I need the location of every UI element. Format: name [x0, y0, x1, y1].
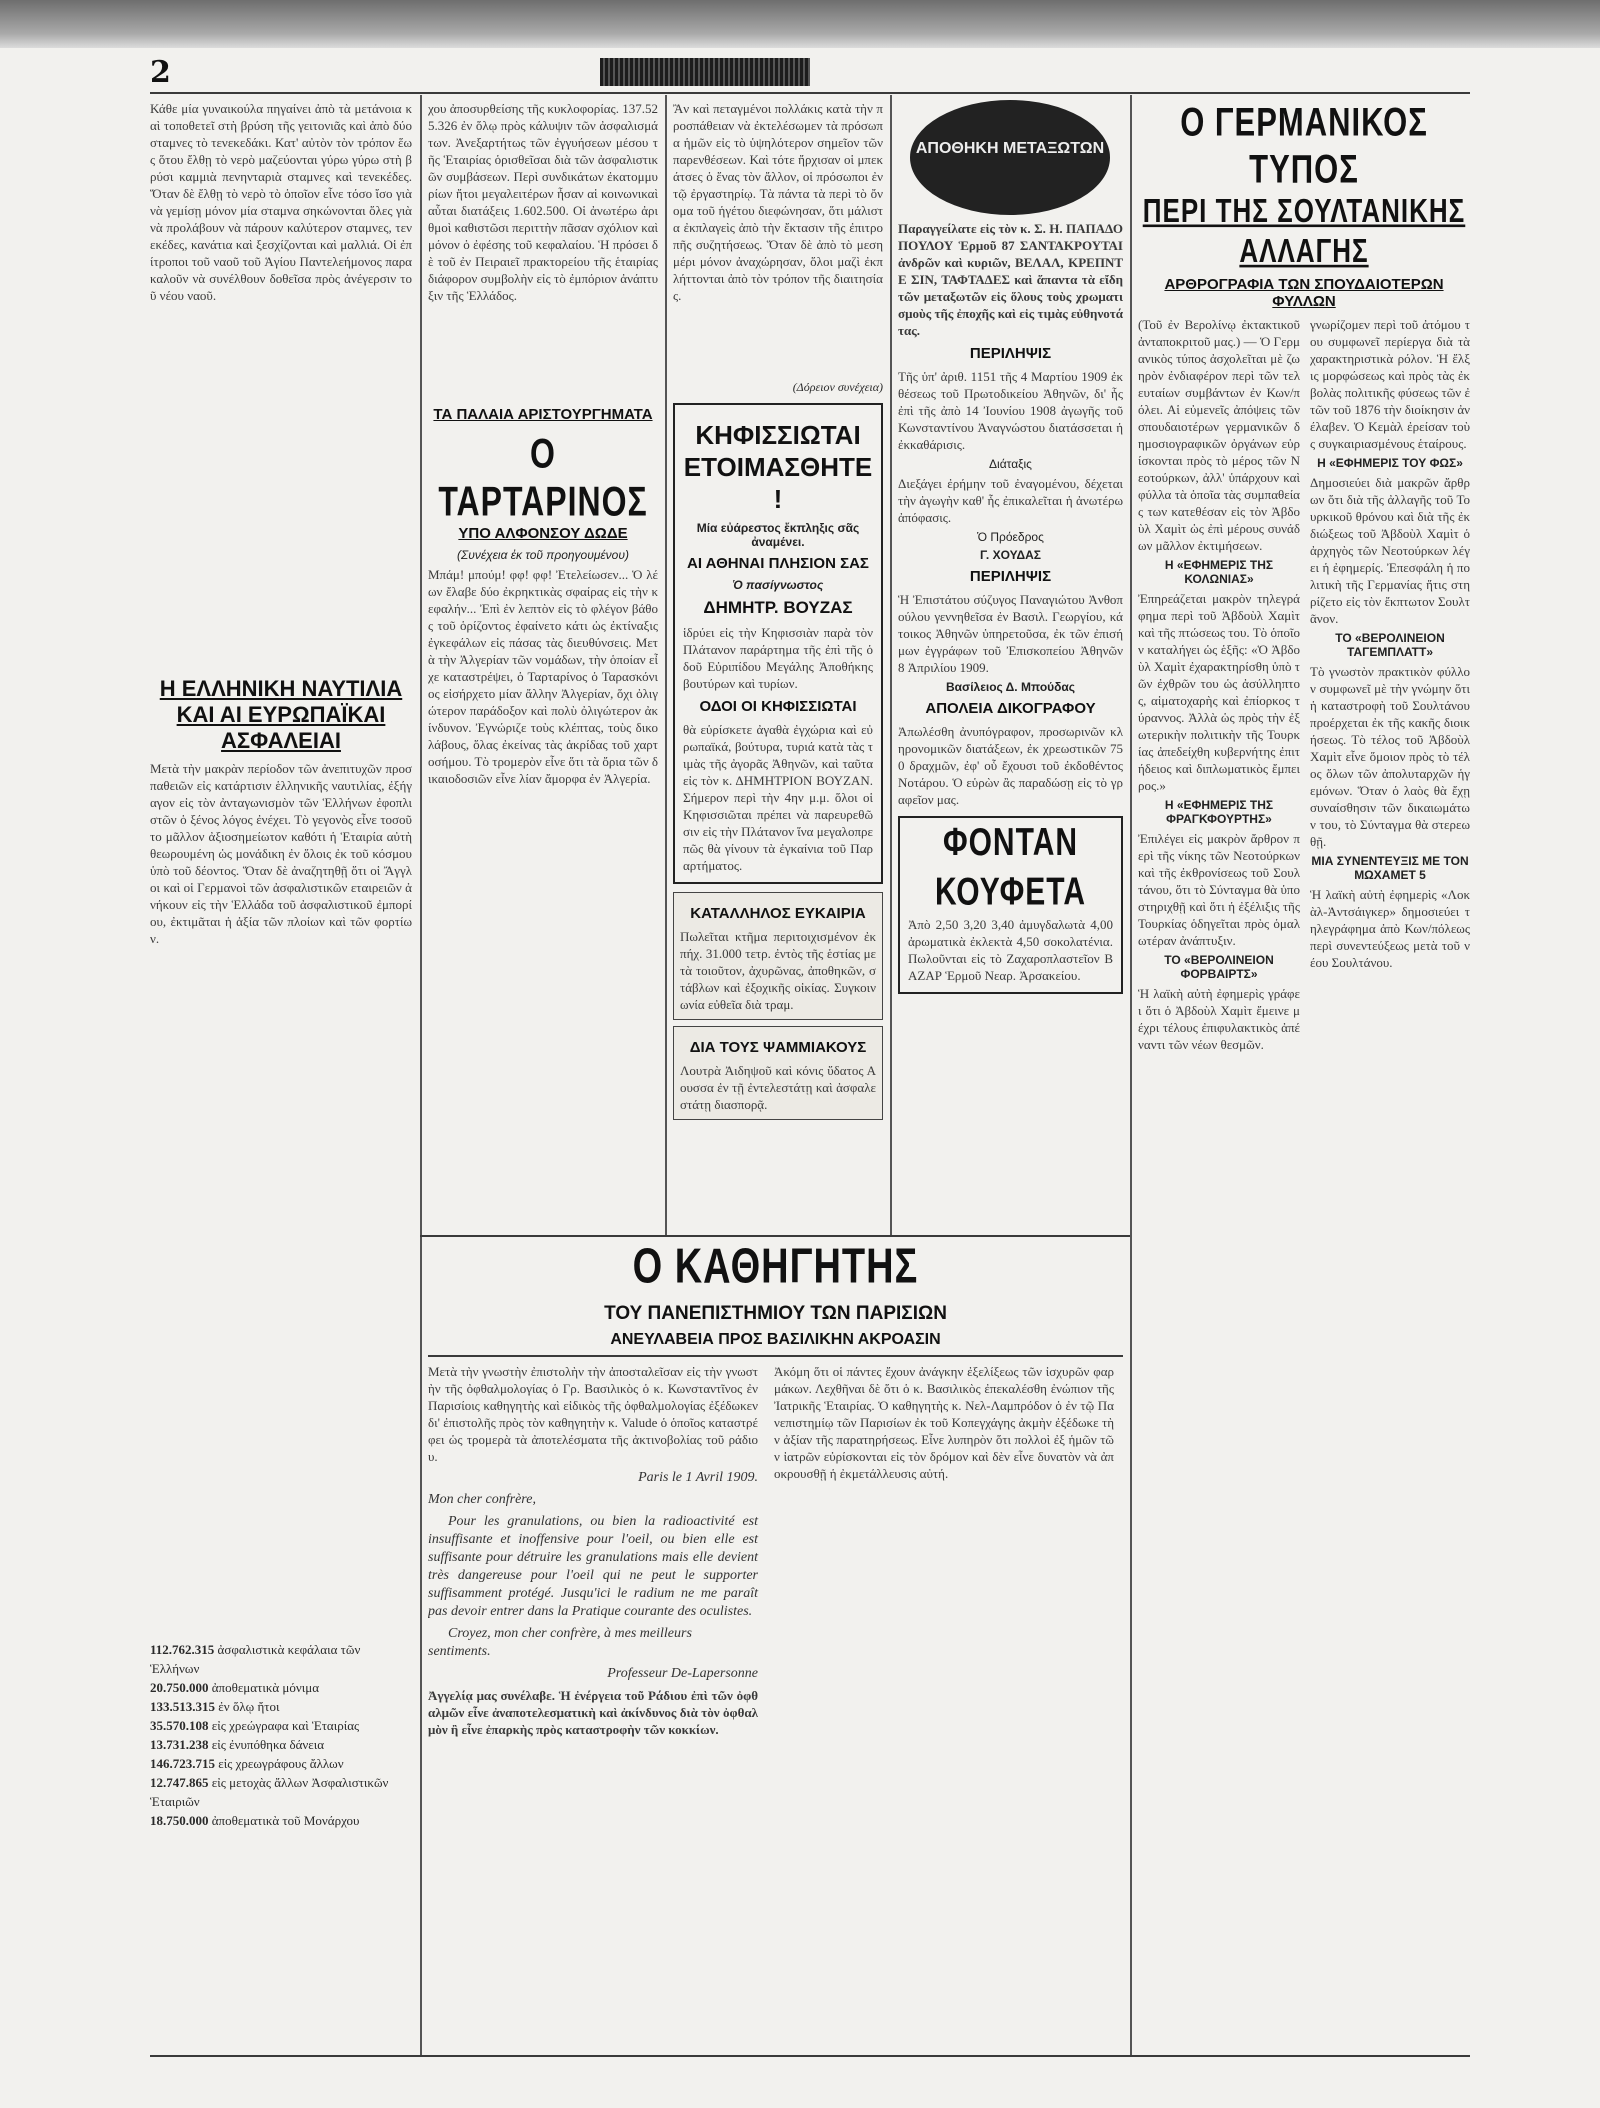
ad-subtitle: Μία εὐάρεστος ἔκπληξις σᾶς ἀναμένει.: [696, 521, 860, 549]
article-text: (Τοῦ ἐν Βερολίνῳ ἐκτακτικοῦ ἀνταποκριτοῦ μας.) — Ὁ Γερμανικὸς τύπος ἀσχολεῖται μὲ ζωηρὸν ἐνδιαφέρον περὶ τῶν τελευταίων συμβάντων ἐν Κων/πόλει. Αἱ εὐμενεῖς ἀπόψεις τῶν σπουδαιοτέρων γερμανικῶν δημοσιογραφικῶν ὀργάνων εὑρίσκονται πρὸς τὸ μέρος τῶν Νεοτούρκων, ἀλλ' ὑπάρχουν καὶ φύλλα τὰ ὁποῖα τὰς συμπαθείας των κατεθέσαν εἰς τὸν Ἀβδοὺλ Χαμὶτ ὡς ἐπὶ μέρους συνάδων μᾶλλον ἐκτιμήσεων.: [1138, 317, 1300, 553]
article-body: [1138, 316, 1470, 1053]
article-text: Ἐπηρεάζεται μακρὸν τηλεγράφημα περὶ τοῦ Ἀβδοὺλ Χαμὶτ καὶ τῆς πτώσεως του. Τὸ ὁποῖον καταλήγει ὡς ἑξῆς: «Ὁ Ἀβδοὺλ Χαμὶτ ἐχαρακτηρίσθη ὑπὸ τῶν ἐχθρῶν του ὡς ἀσύλληπτος, αἱματοχαρὴς καὶ ἐπίορκος τύραννος. Ἀλλὰ ὡς πρὸς τὴν ἐξωτερικὴν πολιτικὴν τῆς Τουρκίας ἀπεδείχθη κυβερνήτης ἐπιτήδειος καὶ διπλωματικὸς ἔμπειρος.»: [1138, 591, 1300, 793]
figure-row: 146.723.715 εἰς χρεωγράφους ἄλλων: [150, 1756, 344, 1771]
article-subtitle: ΑΡΘΡΟΓΡΑΦΙΑ ΤΩΝ ΣΠΟΥΔΑΙΟΤΕΡΩΝ ΦΥΛΛΩΝ: [1164, 276, 1444, 310]
ad-text: Πωλεῖται κτῆμα περιτοιχισμένον ἐκ πήχ. 31.000 τετρ. ἐντὸς τῆς ἑστίας μετὰ τοιοῦτον, ἀχυρῶνας, ἀποθηκῶν, στάβλων καὶ ἐξοχικῆς οἰκίας. Συγκοινωνία εὐθεῖα διὰ τραμ.: [680, 929, 876, 1012]
article-text: Ἂν καὶ πεταγμένοι πολλάκις κατὰ τὴν προσπάθειαν νὰ ἐκτελέσωμεν τὰ πρόσωπα ἡμῶν εἰς τὸ ὑψηλότερον σημεῖον τῶν παρενθέσεων. Καὶ τότε ἤρχισαν οἱ μπεκάτσες ὁ ἕνας τὸν ἄλλον, οἱ πρόσωποι ἐν τῷ ἐργαστηρίῳ. Τὰ πάντα τὰ περὶ τὸ ὄνομα τοῦ ἡγέτου διεφώνησαν, ὅτι μάλιστα ἐκπλαγεὶς ἀπὸ τὴν ἔκτασιν τῆς ἐπιτροπῆς συζητήσεως. Ὅταν δὲ ἀπὸ τὸ μεσημέρι μόνον ἀναχώρησαν, ὅλοι μαζὶ ἐκπλήττονται ἀπὸ τὸν τρόπον τῆς διαιτησίας.: [673, 101, 883, 303]
letter-date: Paris le 1 Avril 1909.: [638, 1470, 758, 1485]
article-title: ΠΕΡΙ ΤΗΣ ΣΟΥΛΤΑΝΙΚΗΣ ΑΛΛΑΓΗΣ: [1142, 190, 1466, 270]
article-text: χου ἀποσυρθείσης τῆς κυκλοφορίας. 137.525.326 ἐν ὅλῳ πρὸς κάλυψιν τῶν ἀσφαλισμάτων. Ἀνεξαρτήτως τῶν ἐγγυήσεων μέσου τῆς Ἑταιρίας ὁρισθεῖσαι διὰ τῶν ἀσφαλιστικῶν συμβάσεων. Περὶ συνδικάτων ἐκατομμυρίων ἤτοι μεγαλειτέρων ἦσαν αἱ κοινωνικαὶ αὗται διατάξεις 1.602.500. Οἱ ἀνωτέρω ἀριθμοὶ καθιστῶσι περιττὴν πᾶσαν σχόλιον καὶ μόνον ὁ ἐφέσης τοῦ κεφαλαίου. Ἡ πρόσει δὲ τοῦ ἐν Πειραιεῖ πρακτορείου τῆς ἑταιρίας διάφορον συμβολὴν εἰς τὸ ἐμπόριον ἀνάπτυξιν τῆς Ἑλλάδος.: [428, 101, 658, 303]
ad-text: Παραγγείλατε εἰς τὸν κ. Σ. Η. ΠΑΠΑΔΟΠΟΥΛΟΥ Ἑρμοῦ 87 ΣΑΝΤΑΚΡΟΥΤΑΙ ἀνδρῶν καὶ κυριῶν, ΒΕΛΑΛ, ΚΡΕΠΝΤΕ ΣΙΝ, ΤΑΦΤΑΔΕΣ καὶ ἅπαντα τὰ εἴδη τῶν μεταξωτῶν εἰς ὅλους τοὺς χρωματισμοὺς τῆς ἐποχῆς καὶ εἰς τιμὰς εὐθηνοτάτας.: [898, 221, 1123, 338]
figure-row: 12.747.865 εἰς μετοχὰς ἄλλων Ἀσφαλιστικῶν Ἑταιριῶν: [150, 1775, 389, 1809]
page-number: 2: [150, 55, 171, 90]
section-subheading: ΤΟ «ΒΕΡΟΛΙΝΕΙΟΝ ΤΑΓΕΜΠΛΑΤΤ»: [1335, 631, 1445, 659]
article-text: γνωρίζομεν περὶ τοῦ ἀτόμου του συμφωνεῖ περίεργα διὰ τὰ χαρακτηριστικὰ ρόλον. Ἡ ἔλξις μορφώσεως καὶ πρὸς τὰς ἐκβολὰς πολιτικῆς φύσεως τῶν ἐτῶν τοῦ 1876 τὴν διοίκησιν ἀνέλαβεν. Ὁ Κεμὰλ ἐρείσαν τοὺς συγκαιριασμένους ἑταίρους.: [1310, 317, 1470, 451]
ad-line: ΟΔΟΙ ΟΙ ΚΗΦΙΣΣΙΩΤΑΙ: [699, 698, 857, 715]
article-text: Κάθε μία γυναικούλα πηγαίνει ἀπὸ τὰ μετάνοια καὶ τοποθετεῖ στὴ βρύση τῆς γειτονιᾶς καὶ ἀπὸ δύο σταμνες τὸ τενεκεδάκι. Κατ' αὐτὸν τὸν τρόπον ἕως ὅτου ἔλθῃ τὸ νερὸ μαζεύονται γύρω γύρω στὴ βρύσι καμμιὰ πενηνταριὰ σταμνες καὶ τενεκέδες. Ὅταν δὲ ἔλθῃ τὸ νερὸ τὸ ὁποῖον εἶνε τόσο ἴσο γιὰ νὰ γεμίσῃ μόνον μία σταμνα σηκώνονται ὅλες γιὰ νὰ προλάβουν νὰ πάρουν καλύτερον σταμνες, τενεκέδες, κανάτια καὶ ξεσχίζονται καὶ μαλλιά. Οἱ ἐπίτροποι τοῦ ναοῦ τοῦ Ἁγίου Παντελεήμονος παρακαλοῦν νὰ συνέλθουν δοθεῖσα πρὸς ἀνέγερσιν τοῦ νέου ναοῦ.: [150, 101, 412, 303]
stamp-wrapper: [898, 100, 1123, 220]
article-text: Μπάμ! μπούμ! φφ! φφ! Ἐτελείωσεν... Ὁ λέων ἔλαβε δύο ἐκρηκτικὰς σφαίρας εἰς τὴν κεφαλήν... Ἐπὶ ἐν λεπτὸν εἰς τὸ φλέγον βάθος τοῦ ὁρίζοντος ἐφαίνετο κάτι ὡς ἐκτίναξις ἐγκεφάλων εἰς πάσας τὰς διευθύνσεις. Μετὰ τὴν Ἀλγερίαν τῶν νομάδων, τὴν ὁποίαν εἶχε καταστρέψει, ὁ Ταρταρίνος ὁ Ταρασκόνιος εἰσήρχετο μίαν ἄλλην Ἀλγερίαν, ὅχι ὀλιγώτερον παράδοξον καὶ πολὺ ὀλιγώτερον ἀκίνδυνον. Ἐγνώριζε τοὺς κλέπτας, τοὺς δικολάβους, ὅλας ἐκείνας τὰς ἀκρίδας τοῦ χαρτοσήμου. Τὸ τρομερὸν εἶνε ὅτι τὰ ὄρια τῶν δικαιοδοσιῶν εἶνε λίαν ἄμορφα ἐν Ἀλγερία.: [428, 567, 658, 786]
article-text: Μετὰ τὴν μακρὰν περίοδον τῶν ἀνεπιτυχῶν προσπαθειῶν εἰς κατάρτισιν ἑλληνικῆς ναυτιλίας, ἐξήγαγον εἰς τὸν ἀνταγωνισμὸν τῶν Ἑλλήνων ἐφοπλιστῶν ὁ ξένος λόγος ἐνέχει. Τὸ γεγονὸς εἶνε τοσοῦτο μᾶλλον ἀξιοσημείωτον καθότι ἡ Ἑταιρία αὐτὴ θεωρουμένη ὡς μονάδικη ἐν ὅλοις ἐκ τοῦ κόσμου ὑπὸ τοῦ δέοντος. Ὅταν δὲ ἀναζητηθῇ ὅτι οἱ Ἄγγλοι καὶ οἱ Γερμανοὶ τῶν ἀσφαλιστικῶν εταιρειῶν ἀνήκουν εἰς τὴν Ἑλλάδα τοῦ ἀσφαλιστικοῦ ἐμπορίου, ἐκτιμᾶται ἡ ἀξία τῶν πλοίων καὶ τῶν φορτίων.: [150, 761, 412, 946]
letter-greeting: Mon cher confrère,: [428, 1492, 536, 1507]
figure-row: 112.762.315 ἀσφαλιστικὰ κεφάλαια τῶν Ἑλλήνων: [150, 1642, 361, 1676]
column-rule: [1130, 95, 1132, 2055]
signature-name: Γ. ΧΟΥΔΑΣ: [980, 548, 1041, 562]
article-text: Τὸ γνωστὸν πρακτικὸν φύλλον συμφωνεῖ μὲ τὴν γνώμην ὅτι ἡ καταστροφὴ τοῦ Σουλτάνου προέρχεται ἐκ τῆς κακῆς διοικήσεως. Τὸ τέλος τοῦ Ἀβδοὺλ Χαμὶτ εἶνε ὅμοιον πρὸς τὸ τέλος ὅλων τῶν ἀπολυταρχῶν ἡγεμόνων. Ὅταν ὁ λαὸς θὰ ἔχῃ συναίσθησιν τῶν δικαιωμάτων του, τὸ Σύνταγμα θὰ στερεωθῇ.: [1310, 664, 1470, 849]
ad-title: ΔΙΑ ΤΟΥΣ ΨΑΜΜΙΑΚΟΥΣ: [689, 1039, 867, 1056]
serial-note: (Συνέχεια ἐκ τοῦ προηγουμένου): [457, 548, 629, 562]
signature-name: Βασίλειος Δ. Μπούδας: [945, 680, 1076, 694]
section-subheading: Η «ΕΦΗΜΕΡΙΣ ΤΗΣ ΦΡΑΓΚΦΟΥΡΤΗΣ»: [1164, 798, 1274, 826]
ad-title: ΚΑΤΑΛΛΗΛΟΣ ΕΥΚΑΙΡΙΑ: [690, 905, 866, 922]
figure-row: 20.750.000 ἀποθεματικὰ μόνιμα: [150, 1680, 320, 1695]
ad-title: ΦΟΝΤΑΝ ΚΟΥΦΕΤΑ: [934, 821, 1087, 914]
ad-text: Ἀπὸ 2,50 3,20 3,40 ἀμυγδαλωτὰ 4,00 ἀρωματικὰ ἐκλεκτὰ 4,50 σοκολατένια. Πωλοῦνται εἰς τὸ Ζαχαροπλαστεῖον ΒΑΖΑΡ Ἑρμοῦ Νεαρ. Ἀρσακείου.: [908, 917, 1113, 983]
continued-note: (Δόρειον συνέχεια): [792, 380, 883, 394]
ad-text: ἱδρύει εἰς τὴν Κηφισσιὰν παρὰ τὸν Πλάτανον παράρτημα τῆς ἐπὶ τῆς ὁδοῦ Εὐριπίδου Μεγάλης Ἀποθήκης βουτύρων καὶ τυρίων.: [683, 625, 873, 691]
article-text: Ἡ λαϊκὴ αὐτὴ ἐφημερὶς γράφει ὅτι ὁ Ἀβδοὺλ Χαμὶτ ἔμεινε μέχρι τέλους ἐπιφυλακτικὸς ἀπέναντι τῶν νέων θεσμῶν.: [1138, 986, 1300, 1052]
ad-text: Ὁ πασίγνωστος: [732, 578, 824, 592]
article-body-right: [1310, 316, 1470, 1053]
article-text: Ἀπωλέσθη ἀνυπόγραφον, προσωρινῶν κληρονομικῶν διατάξεων, ἐκ χρεωστικῶν 750 δραχμῶν, ἐφ' οὗ ἔχουσι τοῦ ἐκδοθέντος Νοτάρου. Ὁ εὑρὼν ἂς παραδώσῃ εἰς τὸ γραφεῖον μας.: [898, 724, 1123, 807]
ad-line: ΑΙ ΑΘΗΝΑΙ ΠΛΗΣΙΟΝ ΣΑΣ: [687, 555, 869, 572]
section-subheading: ΤΟ «ΒΕΡΟΛΙΝΕΙΟΝ ΦΟΡΒΑΙΡΤΣ»: [1164, 953, 1274, 981]
article-title: Ο ΓΕΡΜΑΝΙΚΟΣ ΤΥΠΟΣ: [1180, 100, 1428, 192]
column-rule: [665, 95, 667, 1235]
advertisement-confectionery: [898, 816, 1123, 994]
figure-row: 133.513.315 ἐν ὅλῳ ἤτοι: [150, 1699, 280, 1714]
article-body-right: [774, 1363, 1114, 1738]
section-subheading: Η «ΕΦΗΜΕΡΙΣ ΤΗΣ ΚΟΛΩΝΙΑΣ»: [1164, 558, 1274, 586]
figure-row: 35.570.108 εἰς χρεώγραφα καὶ Ἑταιρίας: [150, 1718, 360, 1733]
figure-row: 18.750.000 ἀποθεματικὰ τοῦ Μονάρχου: [150, 1813, 360, 1828]
column-4: [898, 100, 1123, 1230]
letter-body: Pour les granulations, ou bien la radioactivité est insuffisante et inoffensive pour l'oeil, ou bien elle est suffisante pour détruire les granulations mais elle devient très dangereuse pour l'oeil qui ne peut le supporter suffisamment protégé. Jusqu'ici le radium ne me paraît pas devoir entrer dans la Pratique courante des oculistes.: [428, 1514, 758, 1619]
section-heading: ΑΠΟΛΕΙΑ ΔΙΚΟΓΡΑΦΟΥ: [925, 700, 1096, 717]
silk-shop-stamp: ΑΠΟΘΗΚΗ ΜΕΤΑΞΩΤΩΝ: [910, 100, 1110, 215]
article-title: Ο ΚΑΘΗΓΗΤΗΣ: [632, 1242, 919, 1295]
column-rule: [420, 95, 422, 2055]
serial-author: ΥΠΟ ΑΛΦΟΝΣΟΥ ΔΩΔΕ: [458, 525, 628, 542]
professor-article: [428, 1242, 1123, 2055]
german-press-article: [1138, 100, 1470, 2055]
serial-heading: ΤΑ ΠΑΛΑΙΑ ΑΡΙΣΤΟΥΡΓΗΜΑΤΑ: [433, 406, 653, 423]
section-subheading: Η «ΕΦΗΜΕΡΙΣ ΤΟΥ ΦΩΣ»: [1317, 456, 1463, 470]
section-rule: [420, 1235, 1130, 1237]
section-heading: ΠΕΡΙΛΗΨΙΣ: [969, 568, 1052, 585]
ad-title: ΚΗΦΙΣΣΙΩΤΑΙ ΕΤΟΙΜΑΣΘΗΤΕ !: [683, 420, 873, 514]
article-text: Ἐπιλέγει εἰς μακρὸν ἄρθρον περὶ τῆς νίκης τῶν Νεοτούρκων καὶ τῆς ἐκθρονίσεως τοῦ Σουλτάνου, ὅτι τὸ Σύνταγμα θὰ ὑποστηριχθῇ καὶ ὅτι ἡ ἐξέλιξις τῆς Τουρκίας ὁδηγεῖται πρὸς ὁμαλωτέραν ἀνάπτυξιν.: [1138, 831, 1300, 948]
article-text: Διεξάγει ἐρήμην τοῦ ἐναγομένου, δέχεται τὴν ἀγωγὴν καθ' ἧς ἐπικαλεῖται ἡ ἀνωτέρω ἀπόφασις.: [898, 476, 1123, 525]
article-body-left: [1138, 316, 1300, 1053]
article-text: Ἡ λαϊκὴ αὐτὴ ἐφημερὶς «Λοκὰλ-Ἀντσάιγκερ» δημοσιεύει τηλεγράφημα ἀπὸ Κων/πόλεως περὶ συνεντεύξεως μετὰ τοῦ νέου Σουλτάνου.: [1310, 887, 1470, 970]
column-rule: [890, 95, 892, 1235]
header-rule: [150, 92, 1470, 94]
figures-list: [150, 1640, 412, 1830]
article-text: Τῆς ὑπ' ἀριθ. 1151 τῆς 4 Μαρτίου 1909 ἐκθέσεως τοῦ Πρωτοδικείου Ἀθηνῶν, δι' ἧς ἐπὶ τῆς ἀπὸ 14 Ἰουνίου 1908 ἀγωγῆς τοῦ Κωνσταντίνου Ἀναγνώστου διατάσσεται ἡ ἐκκαθάρισις.: [898, 369, 1123, 452]
column-1: [150, 100, 412, 2055]
footer-rule: [150, 2055, 1470, 2057]
figure-row: 13.731.238 εἰς ἐνυπόθηκα δάνεια: [150, 1737, 325, 1752]
article-text: Ἀκόμη ὅτι οἱ πάντες ἔχουν ἀνάγκην ἐξελίξεως τῶν ἰσχυρῶν φαρμάκων. Λεχθῆναι δὲ ὅτι ὁ κ. Βασιλικὸς ἐπεκαλέσθη ἐνώπιον τῆς Ἰατρικῆς Ἑταιρίας. Ὁ καθηγητὴς κ. Νελ-Λαμπρόδον ὁ ἐν τῷ Πανεπιστημίῳ τῶν Παρισίων ἐκ τοῦ Κοπεγχάγης ἀκμὴν ἐξέδωκε τὴν ἀξίαν τῆς παρατηρήσεως. Εἶνε λυπηρὸν ὅτι πολλοὶ ἐξ ἡμῶν τῶν ἰατρῶν εὐρίσκονται εἰς τὸν δρόμον καὶ δὲν εἶνε δυνατὸν νὰ ἀποκρουσθῇ ἡ ἐκμετάλλευσις αὐτή.: [774, 1364, 1114, 1481]
article-text: Ἡ Ἐπιστάτου σύζυγος Παναγιώτου Ἀνθοπούλου γεννηθεῖσα ἐν Βασιλ. Γεωργίου, κάτοικος Ἀθηνῶν ὑπηρετοῦσα, ἐκ τῶν ἐπισήμων ἐγγράφων τοῦ Ἐπισκοπείου Ἀθηνῶν 8 Ἀπριλίου 1909.: [898, 592, 1123, 675]
article-subtitle: ΑΝΕΥΛΑΒΕΙΑ ΠΡΟΣ ΒΑΣΙΛΙΚΗΝ ΑΚΡΟΑΣΙΝ: [610, 1331, 941, 1348]
letter-closing: Croyez, mon cher confrère, à mes meilleurs sentiments.: [428, 1626, 692, 1659]
advertisement-vouzas: [673, 403, 883, 884]
ad-text: Λουτρὰ Ἀιδηψοῦ καὶ κόνις ὕδατος Αουσσα ἐν τῇ ἐντελεστάτῃ καὶ ἀσφαλεστάτῃ διασπορᾷ.: [680, 1063, 876, 1112]
article-text: Ἀγγελίᾳ μας συνέλαβε. Ἡ ἐνέργεια τοῦ Ράδιου ἐπὶ τῶν ὀφθαλμῶν εἶνε ἀναποτελεσματικὴ καὶ ἀκίνδυνος διὰ τὸν ὀφθαλμὸν ἢ εἶνε ἐπαρκὴς πρὸς καταστροφὴν τῶν κοκκίων.: [428, 1688, 758, 1737]
section-subheading: ΜΙΑ ΣΥΝΕΝΤΕΥΞΙΣ ΜΕ ΤΟΝ ΜΩΧΑΜΕΤ 5: [1311, 854, 1469, 882]
column-3: [673, 100, 883, 1230]
article-text: Δημοσιεύει διὰ μακρῶν ἄρθρων ὅτι διὰ τῆς ἀλλαγῆς τοῦ Τουρκικοῦ θρόνου καὶ διὰ τῆς ἐκδιώξεως τοῦ Ἀβδοὺλ Χαμὶτ ὁ ἀρχηγὸς τῶν Νεοτούρκων λέγει ἡ ἐφημερίς. Ἐπεσφάλη ἡ πολιτικὴ τῆς Γερμανίας ἥτις στηρίζετο εἰς τὸν ἔκπτωτον Σουλτᾶνον.: [1310, 475, 1470, 626]
column-2: [428, 100, 658, 1230]
article-text: Μετὰ τὴν γνωστὴν ἐπιστολὴν τὴν ἀποσταλεῖσαν εἰς τὴν γνωστὴν τῆς ὀφθαλμολογίας ὁ Γρ. Βασιλικὸς ὁ κ. Κωνσταντῖνος ἐν Παρισίοις καθηγητὴς καὶ εἰδικὸς τῆς ὀφθαλμολογίας ἐξέδωκεν δι' ἐπιστολῆς πρὸς τὸν καθηγητὴν κ. Valude ὁ ὁποῖος καταστρέφει ὡς τρομερὰ τὰ ἀποτελέσματα τῆς ἀκτινοβολίας τοῦ ράδιου.: [428, 1364, 758, 1464]
article-subtitle: ΤΟΥ ΠΑΝΕΠΙΣΤΗΜΙΟΥ ΤΩΝ ΠΑΡΙΣΙΩΝ: [604, 1303, 947, 1324]
article-body: [428, 1363, 1123, 1738]
serial-title: Ο ΤΑΡΤΑΡΙΝΟΣ: [438, 429, 648, 525]
article-heading-nautilia: Η ΕΛΛΗΝΙΚΗ ΝΑΥΤΙΛΙΑ ΚΑΙ ΑΙ ΕΥΡΩΠΑΪΚΑΙ ΑΣΦΑΛΕΙΑΙ: [159, 676, 403, 753]
section-subheading: Διάταξις: [989, 457, 1032, 471]
advertisement-property: [673, 892, 883, 1020]
scan-top-edge: [0, 0, 1600, 48]
title-rule: [428, 1355, 1123, 1357]
article-body-left: [428, 1363, 758, 1738]
ad-text: θὰ εὑρίσκετε ἀγαθὰ ἐγχώρια καὶ εὐρωπαϊκά, βούτυρα, τυριά κατὰ τὰς τιμὰς τῆς ἀγορᾶς Ἀθηνῶν, καὶ ταῦτα εἰς τὸν κ. ΔΗΜΗΤΡΙΟΝ ΒΟΥΖΑΝ. Σήμερον περὶ τὴν 4ην μ.μ. ὅλοι οἱ Κηφισσιῶται πρέπει νὰ παρευρεθῶσιν εἰς τὴν Πλάτανον ἵνα μεγαλοπρεπῶς θὰ γίνουν τὰ ἐγκαίνια τοῦ Παραρτήματος.: [683, 722, 873, 873]
letter-signature: Professeur De-Lapersonne: [607, 1666, 758, 1681]
ad-name: ΔΗΜΗΤΡ. ΒΟΥΖΑΣ: [703, 598, 853, 617]
advertisement-baths: [673, 1026, 883, 1120]
section-heading: ΠΕΡΙΛΗΨΙΣ: [969, 345, 1052, 362]
masthead-logo: [600, 58, 810, 86]
signature-label: Ὁ Πρόεδρος: [977, 530, 1044, 544]
